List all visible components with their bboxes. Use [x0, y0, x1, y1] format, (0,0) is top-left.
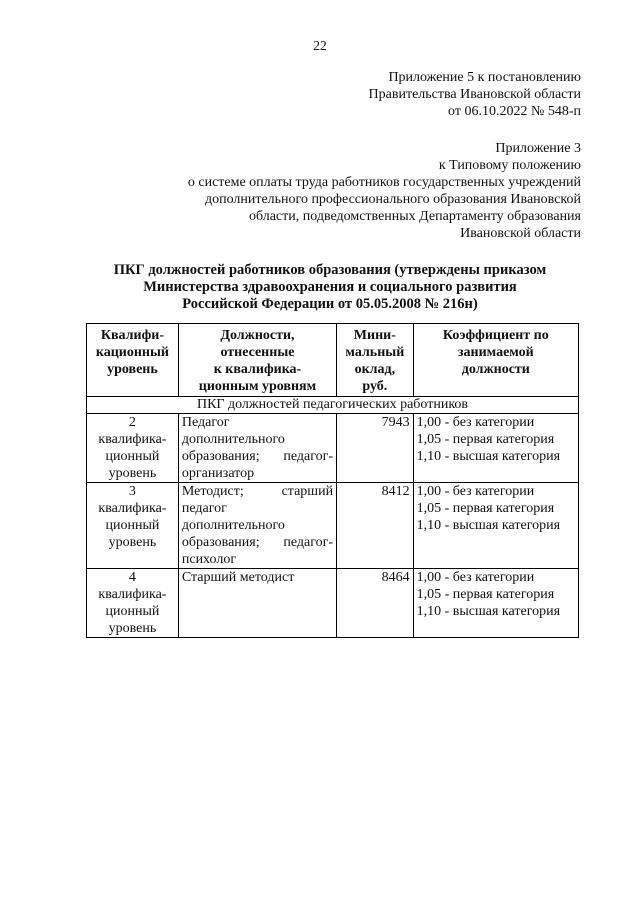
- coefficient-line: 1,10 - высшая категория: [416, 604, 561, 619]
- appendix-3-line: Приложение 3: [495, 141, 581, 156]
- level-line: уровень: [108, 535, 157, 550]
- header-line: к квалифика-: [213, 362, 302, 377]
- header-line: должности: [461, 362, 530, 377]
- header-salary: [337, 324, 414, 397]
- level-cell: [87, 483, 179, 569]
- level-line: квалифика-: [98, 501, 167, 516]
- level-line: уровень: [108, 466, 157, 481]
- coefficient-line: 1,05 - первая категория: [416, 501, 555, 516]
- appendix-5-line: Приложение 5 к постановлению: [388, 70, 581, 85]
- header-line: руб.: [362, 379, 388, 394]
- salary-cell: 7943: [337, 414, 414, 483]
- level-line: ционный: [105, 604, 160, 619]
- table-row: [87, 414, 579, 483]
- header-line: Квалифи-: [100, 328, 165, 343]
- appendix-3-header: [188, 140, 581, 242]
- appendix-3-line: Ивановской области: [460, 226, 581, 241]
- coefficient-line: 1,00 - без категории: [416, 484, 535, 499]
- level-line: 4: [128, 570, 136, 585]
- header-line: ционным уровням: [198, 379, 317, 394]
- table-row: [87, 569, 579, 638]
- title-line: Министерства здравоохранения и социального развития: [143, 279, 517, 295]
- salary-cell: 8464: [337, 569, 414, 638]
- header-line: мальный: [345, 345, 405, 360]
- appendix-3-line: дополнительного профессионального образования Ивановской: [204, 192, 581, 207]
- document-title: [80, 262, 580, 313]
- page-number: 22: [313, 38, 327, 53]
- header-line: оклад,: [354, 362, 396, 377]
- level-cell: [87, 569, 179, 638]
- level-line: ционный: [105, 449, 160, 464]
- level-line: 2: [128, 415, 136, 430]
- appendix-5-line: Правительства Ивановской области: [368, 87, 581, 102]
- header-coefficient: [413, 324, 578, 397]
- appendix-5-header: [369, 69, 581, 120]
- salary-cell: 8412: [337, 483, 414, 569]
- header-positions: [178, 324, 336, 397]
- header-level: [87, 324, 179, 397]
- coefficient-line: 1,00 - без категории: [416, 570, 535, 585]
- coefficient-cell: [413, 414, 578, 483]
- coefficient-cell: [413, 483, 578, 569]
- coefficient-line: 1,10 - высшая категория: [416, 518, 561, 533]
- level-cell: [87, 414, 179, 483]
- group-row: [87, 397, 579, 414]
- group-title: ПКГ должностей педагогических работников: [87, 397, 579, 414]
- appendix-5-line: от 06.10.2022 № 548-п: [448, 104, 581, 119]
- positions-cell: Педагог дополнительного образования; педагог-организатор: [178, 414, 336, 483]
- coefficient-line: 1,05 - первая категория: [416, 432, 555, 447]
- coefficient-line: 1,10 - высшая категория: [416, 449, 561, 464]
- table-header-row: [87, 324, 579, 397]
- header-line: отнесенные: [220, 345, 295, 360]
- positions-cell: Методист; старший педагог дополнительного образования; педагог-психолог: [178, 483, 336, 569]
- table-row: [87, 483, 579, 569]
- header-line: кационный: [95, 345, 169, 360]
- pkg-table: [86, 323, 579, 638]
- level-line: уровень: [108, 621, 157, 636]
- positions-cell: Старший методист: [178, 569, 336, 638]
- title-line: ПКГ должностей работников образования (утверждены приказом: [113, 262, 547, 278]
- title-line: Российской Федерации от 05.05.2008 № 216н): [182, 296, 478, 312]
- coefficient-cell: [413, 569, 578, 638]
- coefficient-line: 1,00 - без категории: [416, 415, 535, 430]
- header-line: занимаемой: [457, 345, 534, 360]
- header-line: Должности,: [220, 328, 295, 343]
- header-line: уровень: [107, 362, 158, 377]
- appendix-3-line: области, подведомственных Департаменту образования: [248, 209, 581, 224]
- level-line: 3: [128, 484, 136, 499]
- header-line: Коэффициент по: [442, 328, 549, 343]
- header-line: Мини-: [353, 328, 396, 343]
- coefficient-line: 1,05 - первая категория: [416, 587, 555, 602]
- appendix-3-line: к Типовому положению: [438, 158, 581, 173]
- appendix-3-line: о системе оплаты труда работников государственных учреждений: [187, 175, 581, 190]
- level-line: ционный: [105, 518, 160, 533]
- level-line: квалифика-: [98, 587, 167, 602]
- level-line: квалифика-: [98, 432, 167, 447]
